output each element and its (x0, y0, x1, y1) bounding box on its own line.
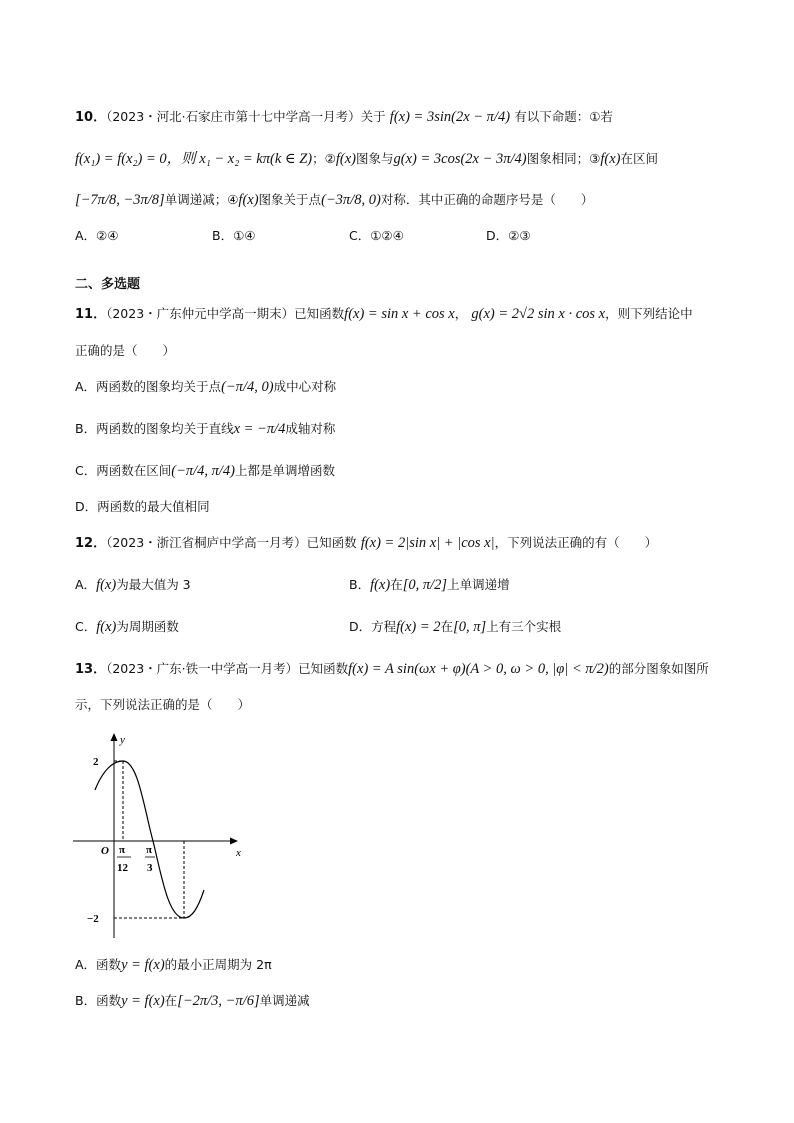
graph-y-min-label: −2 (87, 913, 99, 925)
q12-option-b-text: 上单调递增 (447, 577, 510, 592)
q12-option-d-text: 在 (440, 619, 454, 634)
q10-option-d[interactable]: D．②③ (486, 228, 531, 243)
q10-text: 图象与 (355, 151, 394, 166)
q11-math: g(x) = 2√2 sin x · cos x (471, 306, 606, 322)
q11-option-d[interactable]: D．两函数的最大值相同 (75, 499, 210, 514)
q11-option-a-math: (−π/4, 0) (221, 379, 274, 395)
q12-option-d-text: 上有三个实根 (486, 619, 562, 634)
q12-source: （2023・浙江省桐庐中学高一月考） (106, 535, 307, 550)
graph-y-label: y (120, 734, 125, 746)
q12-option-a-text: 为最大值为 3 (116, 577, 191, 592)
q11-option-c-math: (−π/4, π/4) (171, 463, 236, 479)
q11-option-c[interactable] (75, 461, 335, 482)
q13-line-2: 示，下列说法正确的是（ ） (75, 697, 251, 712)
q12-text: ，下列说法正确的有（ ） (494, 535, 658, 550)
q12-option-c-text: 为周期函数 (116, 619, 179, 634)
q10-source: （2023・河北·石家庄市第十七中学高一月考） (106, 109, 361, 124)
tick1-denominator: 12 (117, 862, 128, 874)
q11-option-b[interactable] (75, 419, 335, 440)
q12-option-b-text: B． (349, 577, 371, 592)
q10-option-c[interactable]: C．①②④ (349, 228, 404, 243)
q12-option-d-math: f(x) = 2 (396, 619, 441, 635)
q12-option-d-text: D．方程 (349, 619, 397, 634)
q12-option-a-text: A． (75, 577, 97, 592)
q13-option-b-text: B．函数 (75, 993, 122, 1008)
section-heading: 二、多选题 (75, 277, 141, 292)
q13-math: (A > 0, ω > 0, |φ| < π/2) (465, 661, 609, 677)
q12-option-b[interactable] (349, 575, 510, 596)
q12-option-c-math: f(x) (96, 619, 117, 635)
q10-line-2 (75, 149, 658, 170)
graph-curve (95, 761, 204, 918)
q13-text: 的部分图象如图所 (608, 661, 709, 676)
q10-function: f(x) = 3sin(2x − π/4) (389, 109, 511, 125)
q13-option-a-text: A．函数 (75, 957, 122, 972)
q13-graph (68, 728, 248, 948)
q12-line-1 (75, 533, 657, 554)
q12-number: 12． (75, 536, 107, 551)
tick1-numerator: π (119, 844, 126, 856)
q10-option-a[interactable]: A．②④ (75, 228, 119, 243)
q11-line-2: 正确的是（ ） (75, 343, 176, 358)
q11-number: 11． (75, 307, 107, 322)
q13-line-1 (75, 659, 709, 680)
tick2-denominator: 3 (147, 862, 153, 874)
q11-text: ，则下列结论中 (605, 306, 693, 321)
q11-option-b-math: x = −π/4 (233, 421, 286, 437)
q12-option-c[interactable] (75, 617, 179, 638)
q13-number: 13． (75, 662, 107, 677)
q10-text: 关于 (360, 109, 386, 124)
q11-option-c-text: C．两函数在区间 (75, 463, 172, 478)
q13-text: 已知函数 (298, 661, 349, 676)
q10-math: f(x) (238, 192, 259, 208)
q11-text: ， (454, 306, 468, 321)
q13-option-b-math: y = f(x) (121, 993, 165, 1009)
q10-math: f(x) (600, 151, 621, 167)
q10-math: (−3π/8, 0) (321, 192, 381, 208)
q11-text: 已知函数 (294, 306, 345, 321)
q10-text: 在区间 (620, 151, 658, 166)
q11-option-c-text: 上都是单调增函数 (235, 463, 336, 478)
q10-text: 对称．其中正确的命题序号是（ ） (380, 192, 594, 207)
q12-option-b-text: 在 (390, 577, 403, 592)
q10-option-b[interactable]: B．①④ (212, 228, 256, 243)
q13-option-a-math: y = f(x) (121, 957, 165, 973)
q12-option-a-math: f(x) (96, 577, 117, 593)
q13-source: （2023・广东·铁一中学高一月考） (106, 661, 299, 676)
q10-math: f(x) (335, 151, 356, 167)
q12-text: 已知函数 (306, 535, 357, 550)
q10-math: g(x) = 3cos(2x − 3π/4) (393, 151, 527, 167)
q13-option-b-text: 单调递减 (259, 993, 310, 1008)
q10-line-1 (75, 107, 613, 128)
q12-option-a[interactable] (75, 575, 191, 596)
graph-x-label: x (236, 847, 241, 859)
q11-line-1 (75, 304, 693, 325)
q12-option-d[interactable] (349, 617, 561, 638)
q10-line-3 (75, 190, 593, 211)
q13-option-b-math: [−2π/3, −π/6] (177, 993, 260, 1009)
q13-option-a-text: 的最小正周期为 2π (164, 957, 272, 972)
graph-x-arrow (230, 838, 238, 845)
q12-option-b-math: [0, π/2] (402, 577, 448, 593)
q13-math: f(x) = A sin(ωx + φ) (348, 661, 466, 677)
q11-option-b-text: B．两函数的图象均关于直线 (75, 421, 234, 436)
q10-text: 有以下命题：①若 (514, 109, 613, 124)
q12-option-d-math: [0, π] (453, 619, 487, 635)
graph-y-arrow (111, 733, 118, 741)
q10-text: 图象关于点 (258, 192, 322, 207)
q12-math: f(x) = 2|sin x| + |cos x| (360, 535, 495, 551)
q10-math: f(x₁) = f(x₂) = 0，则 x₁ − x₂ = kπ(k ∈ Z) (75, 151, 313, 167)
q10-text: 单调递减；④ (164, 192, 239, 207)
graph-origin-label: O (101, 845, 109, 857)
q13-option-b-text: 在 (164, 993, 178, 1008)
q10-number: 10． (75, 110, 107, 125)
q11-option-a-text: 成中心对称 (273, 379, 337, 394)
q11-math: f(x) = sin x + cos x (344, 306, 455, 322)
q11-option-b-text: 成轴对称 (285, 421, 336, 436)
q10-text: 图象相同；③ (526, 151, 601, 166)
q11-option-a-text: A．两函数的图象均关于点 (75, 379, 222, 394)
graph-y-max-label: 2 (93, 756, 99, 768)
q12-option-c-text: C． (75, 619, 97, 634)
tick2-numerator: π (146, 844, 153, 856)
q11-source: （2023・广东仲元中学高一期末） (106, 306, 295, 321)
q11-option-a[interactable] (75, 377, 336, 398)
q10-text: ；② (312, 151, 336, 166)
q13-option-b[interactable] (75, 991, 310, 1012)
q10-math: [−7π/8, −3π/8] (75, 192, 165, 208)
q13-option-a[interactable] (75, 955, 272, 976)
q12-option-b-math: f(x) (370, 577, 391, 593)
